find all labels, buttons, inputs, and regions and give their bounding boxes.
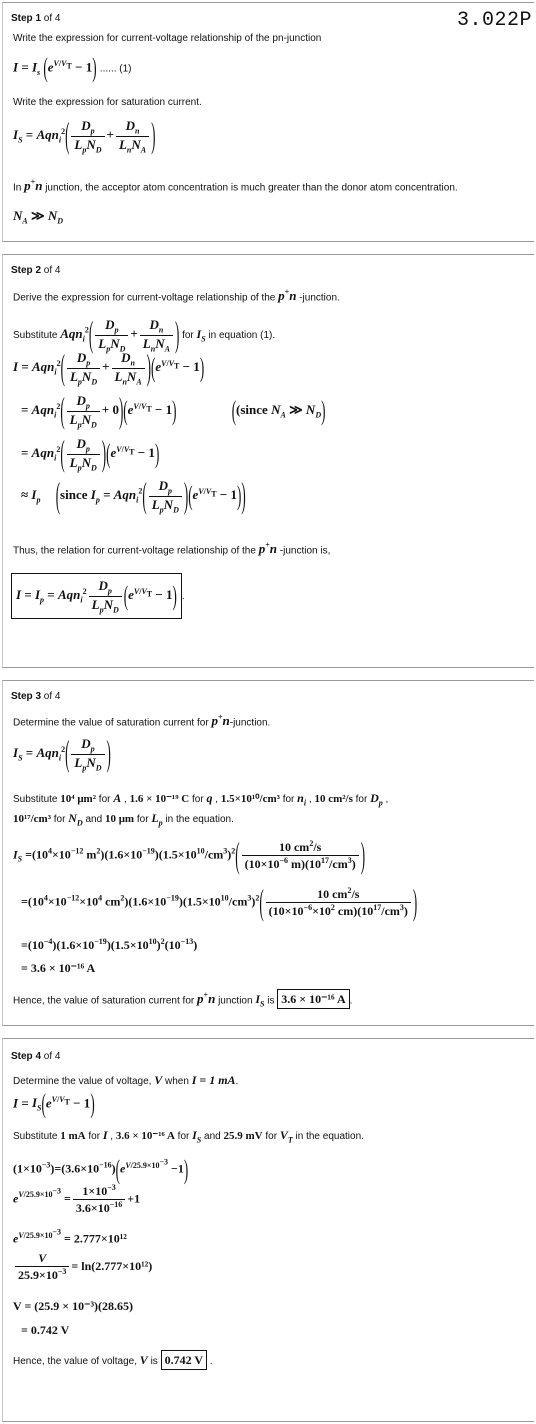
- step-1-line-2: Write the expression for saturation current.: [13, 97, 202, 108]
- step-3-eq-3: $=(10^4\times 10^{-12}\times 10^4$ $cm^2)(1.6\times 10^{-19})(1.5\times 10^{10}/cm^3)^2$( $\frac{10 cm^2/s}{(10\times 10^{-6}\times 10^2 cm)(10^{17}/cm^3)}$ ): [21, 880, 418, 923]
- step-4-eq-1: $I = I_S(e^{V/V_T} - 1)$: [13, 1087, 95, 1120]
- step-4-line-2: Substitute 1 mA for I , 3.6 × 10⁻¹⁶ A for $I_S$ and 25.9 mV for $V_T$ in the equation.: [13, 1128, 364, 1145]
- step-1-panel: [2, 2, 534, 242]
- step-4-header: Step 4 of 4: [11, 1051, 61, 1062]
- step-3-panel: [2, 680, 534, 1026]
- step-1-header: Step 1 of 4: [11, 13, 61, 24]
- step-3-line-4: Hence, the value of saturation current for p+n junction $I_S$ is 3.6 × 10⁻¹⁶ A .: [13, 991, 353, 1009]
- step-4-eq-5: $\frac{V}{25.9\times 10^{-3}}$ = ln(2.777×10¹²): [13, 1251, 152, 1283]
- step-2-eq-2: = Aqn$_i^2$( $\frac{D_p}{L_pN_D}$ + $0)(e^{V/V_T} - 1)$ ((since $N_A$ ≫ $N_D$): [21, 388, 326, 431]
- step-4-line-3: Hence, the value of voltage, V is 0.742 V .: [13, 1353, 213, 1368]
- step-3-line-2: Substitute 10⁴ μm² for A , 1.6 × 10⁻¹⁹ C for q , 1.5×10¹⁰/cm³ for $n_i$ , 10 cm²/s for $D_p$ ,: [13, 791, 389, 808]
- step-2-answer: $I = I_p = Aqn_i^2$ $\frac{D_p}{L_pN_D}$ $(e^{V/V_T} - 1)$ .: [11, 573, 185, 619]
- step-4-panel: [2, 1038, 534, 1422]
- step-2-header: Step 2 of 4: [11, 265, 61, 276]
- step-2-eq-4: ≈ $I_p$ (since $I_p = Aqn_i^2$( $\frac{D_p}{L_pN_D}$ )$(e^{V/V_T} - 1)$): [21, 473, 246, 516]
- step-1-line-3: In p+n junction, the acceptor atom concentration is much greater than the donor atom concentration.: [13, 178, 458, 194]
- step-3-line-3: 10¹⁷/cm³ for $N_D$ and 10 μm for $L_p$ in the equation.: [13, 811, 234, 828]
- step-3-header: Step 3 of 4: [11, 691, 61, 702]
- step-4-line-1: Determine the value of voltage, V when I = 1 mA.: [13, 1073, 239, 1087]
- step-3-eq-4: $=(10^{-4})(1.6\times 10^{-19})(1.5\times 10^{10})^2(10^{-13})$: [21, 937, 198, 952]
- step-4-eq-4: $e^{V/25.9\times 10^{-3}} = 2.777\times 10^{12}$: [13, 1227, 127, 1246]
- step-2-line-2: Substitute Aqn$_i^2$( $\frac{D_p}{L_pN_D}$ + $\frac{D_n}{L_nN_A}$ ) for $I_S$ in equation (1).: [13, 312, 276, 355]
- step-3-line-1: Determine the value of saturation current for p+n-junction.: [13, 713, 271, 729]
- step-4-eq-6: V = (25.9 × 10⁻³)(28.65): [13, 1299, 134, 1313]
- eq-ref-1: ...... (1): [99, 63, 132, 75]
- step-4-eq-2: $(1\times 10^{-3})=(3.6\times 10^{-16})(e^{V/25.9\times 10^{-3}} -1)$: [13, 1153, 189, 1185]
- step-3-eq-1: $I_S = Aqn_i^2$( $\frac{D_p}{L_pN_D}$ ): [13, 731, 111, 774]
- step-1-line-1: Write the expression for current-voltage relationship of the pn-junction: [13, 33, 322, 44]
- step-1-eq-3: $N_A$ ≫ $N_D$: [13, 208, 64, 226]
- step-4-eq-3: $e^{V/25.9\times 10^{-3}}$ = $\frac{1\times 10^{-3}}{3.6\times 10^{-16}}$ +1: [13, 1183, 141, 1215]
- step-4-eq-7: = 0.742 V: [21, 1323, 70, 1337]
- step-2-panel: [2, 254, 534, 668]
- step-2-line-3: Thus, the relation for current-voltage relationship of the p+n -junction is,: [13, 541, 331, 557]
- step-1-eq-1: $I = I_s$ $(e^{V/V_T} - 1)$ ...... (1): [13, 51, 132, 84]
- step-3-eq-2: $I_S =(10^4\times 10^{-12}$ $m^2)(1.6\times 10^{-19})(1.5\times 10^{10}/cm^3)^2$( $\frac{10 cm^2/s}{(10\times 10^{-6} m)(10^{17}/cm^3)}$ ): [13, 833, 366, 876]
- step-2-line-1: Derive the expression for current-voltage relationship of the p+n -junction.: [13, 288, 340, 304]
- step-1-eq-2: $I_S = Aqn_i^2$( $\frac{D_p}{L_pN_D}$ + $\frac{D_n}{L_nN_A}$ ): [13, 113, 156, 156]
- step-3-eq-5: = 3.6 × 10⁻¹⁶ A: [21, 961, 96, 975]
- problem-code: 3.022P: [456, 9, 532, 32]
- step-2-eq-1: I = Aqn$_i^2$( $\frac{D_p}{L_pN_D}$ + $\frac{D_n}{L_nN_A}$ )$(e^{V/V_T} - 1)$: [13, 345, 205, 388]
- step-2-eq-3: = Aqn$_i^2$( $\frac{D_p}{L_pN_D}$ )$(e^{V/V_T} - 1)$: [21, 431, 160, 474]
